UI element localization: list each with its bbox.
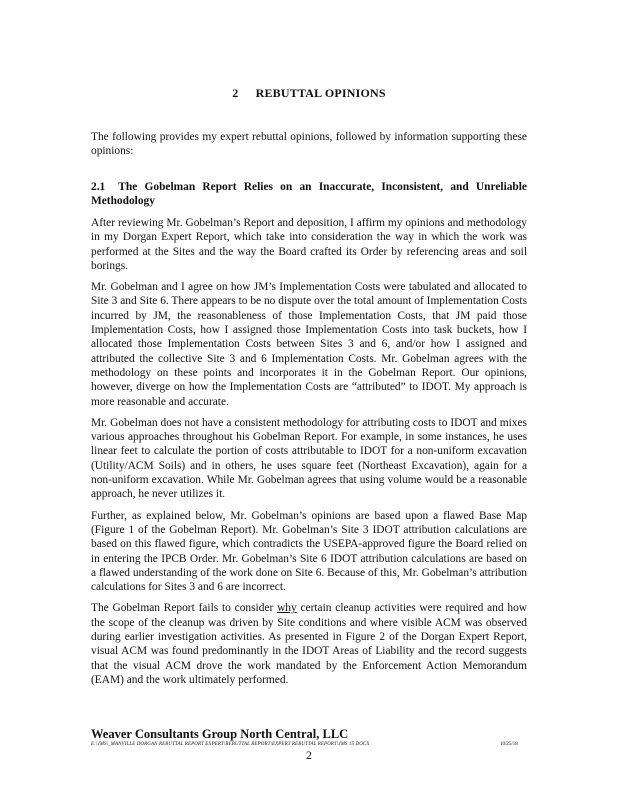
subsection-title: The Gobelman Report Relies on an Inaccurate, Inconsistent, and Unreliable Methodology — [91, 181, 527, 208]
subsection-number: 2.1 — [91, 181, 106, 193]
subsection-heading — [91, 180, 527, 209]
paragraph-5-end: certain cleanup activities were required and how the scope of the cleanup was driven by Site conditions and where visible ACM was observed during earlier investigation activities. As presented in Figure 2 of the Dorgan Expert Report, visual ACM was found predominantly in the IDOT Areas of Liability and the record suggests that the visual ACM drove the work mandated by the Enforcement Action Memorandum (EAM) and the work ultimately performed. — [91, 602, 527, 686]
footer-file-path: E:\JMS\_MANVILLE DORGAN REBUTTAL REPORT EXPERT\REBUTTAL REPORT\EXPERT REBUTTAL REPORT\JMS 15 DOCX — [91, 742, 370, 747]
paragraph-1: After reviewing Mr. Gobelman’s Report and deposition, I affirm my opinions and methodology in my Dorgan Expert Report, which take into consideration the way in which the work was performed at the Sites and the way the Board crafted its Order by referencing areas and soil borings. — [91, 217, 527, 272]
paragraph-5-emphasis: why — [277, 602, 297, 615]
section-heading — [0, 86, 618, 101]
body-paragraphs — [91, 216, 527, 694]
paragraph-5-start: The Gobelman Report fails to consider — [91, 602, 278, 615]
footer-date: 10/25/18 — [500, 742, 518, 747]
section-title: REBUTTAL OPINIONS — [255, 86, 386, 100]
paragraph-2: Mr. Gobelman and I agree on how JM’s Implementation Costs were tabulated and allocated to Site 3 and Site 6. There appears to be no dispute over the total amount of Implementation Costs incurred by JM, the reasonableness of those Implementation Costs, that JM paid those Implementation Costs, how I assigned those Implementation Costs into task buckets, how I allocated those Implementation Costs between Sites 3 and 6, and/or how I assigned and attributed the collective Site 3 and 6 Implementation Costs. Mr. Gobelman agrees with the methodology on these points and incorporates it in the Gobelman Report. Our opinions, however, diverge on how the Implementation Costs are “attributed” to IDOT. My approach is more reasonable and accurate. — [91, 281, 527, 408]
paragraph-3: Mr. Gobelman does not have a consistent methodology for attributing costs to IDOT and mixes various approaches throughout his Gobelman Report. For example, in some instances, he uses linear feet to calculate the portion of costs attributable to IDOT for a non‑uniform excavation (Utility/ACM Soils) and in others, he uses square feet (Northeast Excavation), again for a non‑uniform excavation. While Mr. Gobelman agrees that using volume would be a reasonable approach, he never utilizes it. — [91, 416, 527, 501]
intro-block — [91, 130, 527, 166]
paragraph-4: Further, as explained below, Mr. Gobelman’s opinions are based upon a flawed Base Map (Figure 1 of the Gobelman Report). Mr. Gobelman’s Site 3 IDOT attribution calculations are based on this flawed figure, which contradicts the USEPA‑approved figure the Board relied on in entering the IPCB Order. Mr. Gobelman’s Site 6 IDOT attribution calculations are based on a flawed understanding of the work done on Site 6. Because of this, Mr. Gobelman’s attribution calculations for Sites 3 and 6 are incorrect. — [91, 509, 527, 594]
paragraph-5 — [91, 601, 527, 687]
footer-company: Weaver Consultants Group North Central, LLC — [91, 727, 349, 741]
section-number: 2 — [232, 86, 239, 100]
page-number: 2 — [306, 748, 312, 762]
intro-paragraph: The following provides my expert rebuttal opinions, followed by information supporting these opinions: — [91, 131, 527, 158]
